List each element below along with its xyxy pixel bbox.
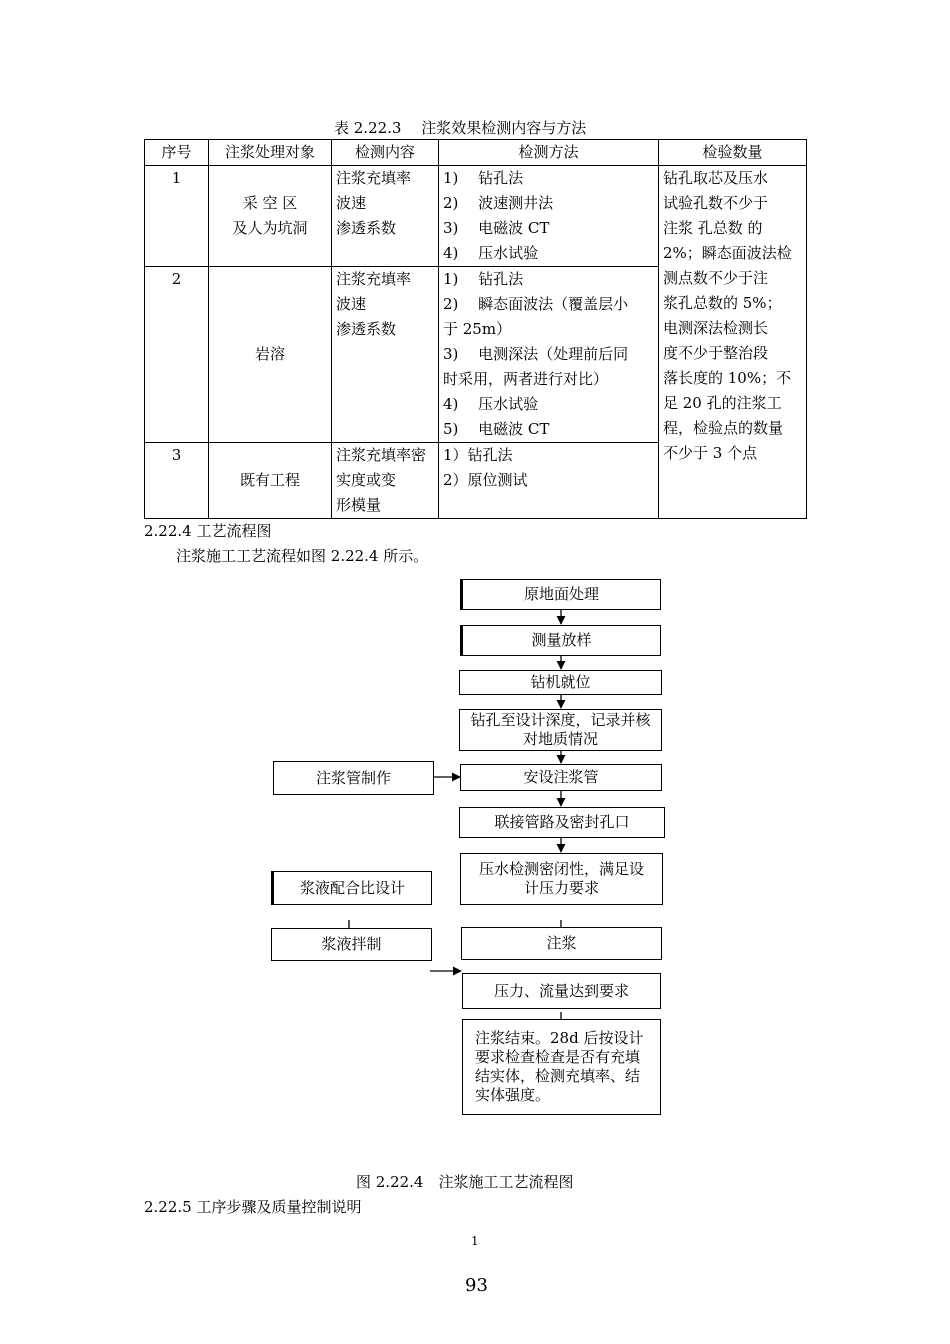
flow-step-grouting: 注浆 bbox=[461, 927, 662, 960]
flow-step-connect-seal: 联接管路及密封孔口 bbox=[459, 807, 665, 838]
flow-step-survey-layout: 测量放样 bbox=[460, 625, 661, 656]
flow-step-finish: 注浆结束。28d 后按设计 要求检查检查是否有充填 结实体，检测充填率、结 实体强度。 bbox=[462, 1019, 661, 1115]
flow-step-pressure-test: 压水检测密闭性，满足设 计压力要求 bbox=[460, 853, 663, 905]
intro-paragraph: 注浆施工工艺流程如图 2.22.4 所示。 bbox=[176, 547, 429, 565]
section-heading-225: 2.22.5 工序步骤及质量控制说明 bbox=[144, 1198, 362, 1216]
row-object: 岩溶 bbox=[209, 267, 332, 443]
header-object: 注浆处理对象 bbox=[209, 140, 332, 166]
flow-side-mix-design: 浆液配合比设计 bbox=[271, 871, 432, 905]
table-caption: 表 2.22.3 注浆效果检测内容与方法 bbox=[334, 119, 587, 137]
row-object: 采 空 区 及人为坑洞 bbox=[209, 166, 332, 267]
flow-side-pipe-fabrication: 注浆管制作 bbox=[273, 761, 434, 795]
section-heading-224: 2.22.4 工艺流程图 bbox=[144, 522, 272, 540]
quantity-cell: 钻孔取芯及压水 试验孔数不少于 注浆 孔总数 的 2%；瞬态面波法检 测点数不少于注 浆孔总数的 5%； 电测深法检测长 度不少于整治段 落长度的 10%；不 足 20 孔的注浆工 程，检验点的数量 不少于 3 个点 bbox=[659, 166, 807, 519]
flow-step-pressure-flow: 压力、流量达到要求 bbox=[462, 973, 661, 1009]
table-header-row bbox=[145, 140, 807, 166]
row-methods: 1) 钻孔法 2) 瞬态面波法（覆盖层小 于 25m） 3) 电测深法（处理前后同 时采用，两者进行对比） 4) 压水试验 5) 电磁波 CT bbox=[439, 267, 659, 443]
row-no: 2 bbox=[145, 267, 209, 443]
row-methods: 1) 钻孔法 2) 波速测井法 3) 电磁波 CT 4) 压水试验 bbox=[439, 166, 659, 267]
flow-step-install-pipe: 安设注浆管 bbox=[460, 764, 662, 791]
header-no: 序号 bbox=[145, 140, 209, 166]
row-no: 1 bbox=[145, 166, 209, 267]
flow-side-slurry-mixing: 浆液拌制 bbox=[271, 928, 432, 961]
row-methods: 1）钻孔法 2）原位测试 bbox=[439, 443, 659, 519]
header-quantity: 检验数量 bbox=[659, 140, 807, 166]
inspection-table bbox=[144, 139, 807, 519]
page-number: 93 bbox=[465, 1275, 488, 1296]
footer-small-number: 1 bbox=[471, 1234, 479, 1248]
row-no: 3 bbox=[145, 443, 209, 519]
row-content: 注浆充填率 波速 渗透系数 bbox=[332, 267, 439, 443]
table-row bbox=[145, 166, 807, 267]
header-content: 检测内容 bbox=[332, 140, 439, 166]
flow-step-drilling: 钻孔至设计深度，记录并核 对地质情况 bbox=[459, 709, 662, 751]
figure-caption: 图 2.22.4 注浆施工工艺流程图 bbox=[356, 1173, 574, 1191]
row-content: 注浆充填率 波速 渗透系数 bbox=[332, 166, 439, 267]
row-object: 既有工程 bbox=[209, 443, 332, 519]
flow-step-ground-treatment: 原地面处理 bbox=[460, 579, 661, 610]
header-method: 检测方法 bbox=[439, 140, 659, 166]
flow-step-drill-positioning: 钻机就位 bbox=[459, 670, 662, 695]
row-content: 注浆充填率密 实度或变 形模量 bbox=[332, 443, 439, 519]
